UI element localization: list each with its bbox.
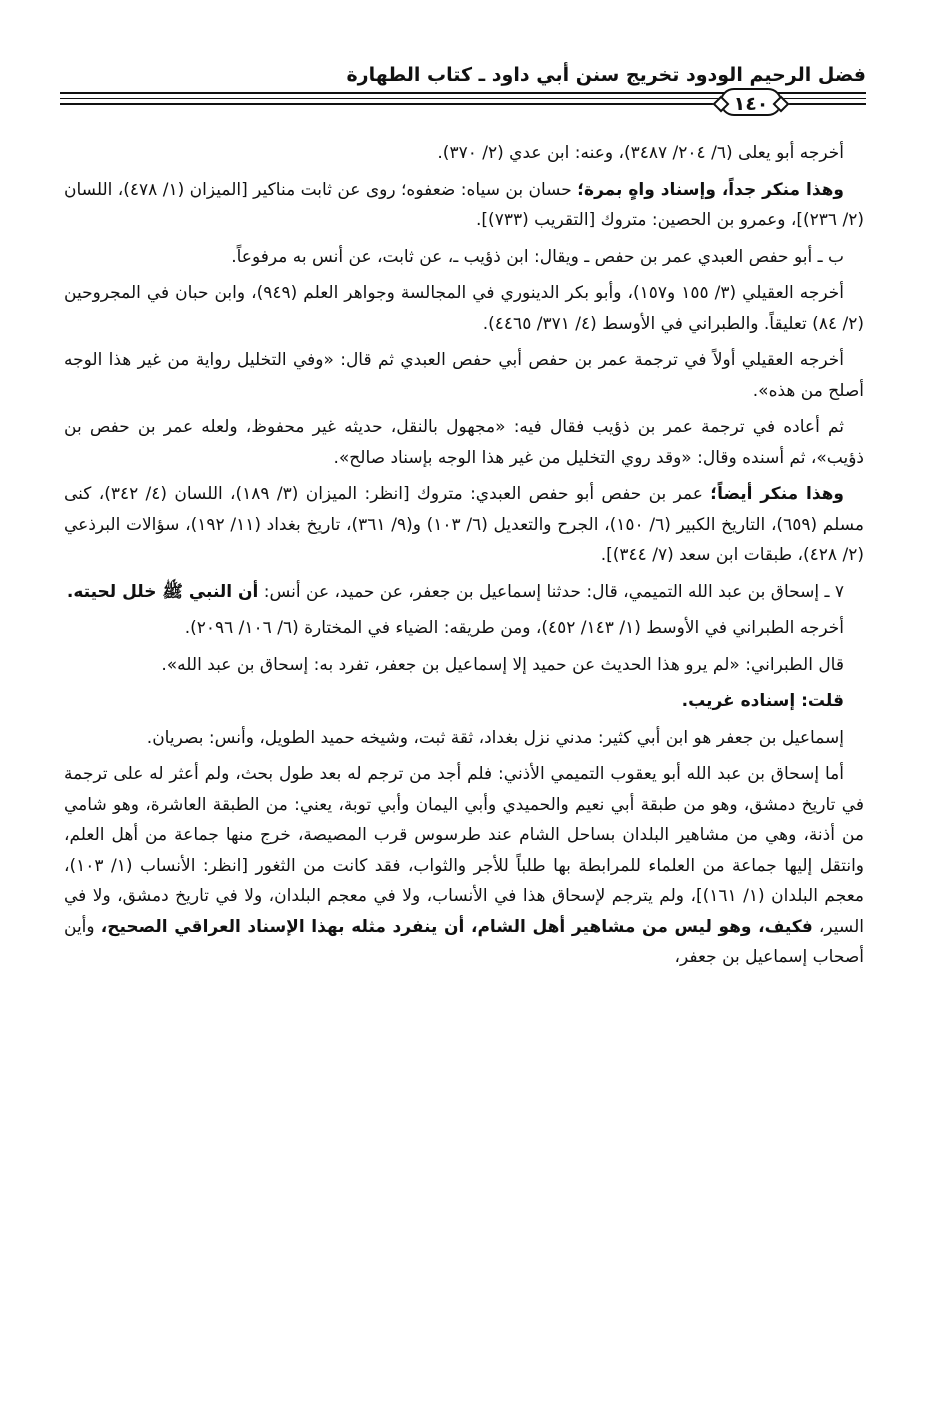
paragraph bbox=[64, 479, 864, 571]
bold-text: فكيف، وهو ليس من مشاهير أهل الشام، أن ينفرد مثله بهذا الإسناد العراقي الصحيح، bbox=[100, 916, 813, 937]
paragraph bbox=[64, 723, 864, 754]
paragraph bbox=[64, 613, 864, 644]
text-run: أخرجه أبو يعلى (٦/ ٢٠٤/ ٣٤٨٧)، وعنه: ابن عدي (٢/ ٣٧٠). bbox=[437, 143, 844, 163]
text-run: أخرجه العقيلي أولاً في ترجمة عمر بن حفص أبي حفص العبدي ثم قال: «وفي التخليل رواية من غير هذا الوجه أصلح من هذه». bbox=[64, 350, 864, 401]
text-run: إسماعيل بن جعفر هو ابن أبي كثير: مدني نزل بغداد، ثقة ثبت، وشيخه حميد الطويل، وأنس: بصريان. bbox=[146, 727, 844, 748]
text-run: ٧ ـ إسحاق بن عبد الله التميمي، قال: حدثنا إسماعيل بن جعفر، عن حميد، عن أنس: bbox=[258, 581, 844, 602]
text-run: أما إسحاق بن عبد الله أبو يعقوب التميمي الأذني: فلم أجد من ترجم له بعد طول بحث، ولم أعثر له على ترجمة في تاريخ دمشق، وهو من طبقة أبي نعيم والحميدي وأبي اليمان وأبي توبة، يعني: من الطبقة العاشرة، وهو شامي من أذنة، وهي من مشاهير البلدان بساحل الشام عند طرسوس قرب المصيصة، خرج منها جماعة من أهل العلم، وانتقل إليها جماعة من العلماء للمرابطة بها طلباً للأجر والثواب، فقد كانت من الثغور [انظر: الأنساب (١/ ١٠٣)، معجم البلدان (١/ ١٦١)]، ولم يترجم لإسحاق هذا في الأنساب، ولا في معجم البلدان، ولا في تاريخ دمشق، ولا في السير، bbox=[64, 764, 865, 937]
page-number: ١٤٠ bbox=[720, 88, 782, 116]
paragraph bbox=[64, 650, 864, 681]
page-body bbox=[64, 138, 864, 979]
bold-text: أن النبي ﷺ خلل لحيته. bbox=[66, 581, 259, 602]
text-run: حسان بن سياه: ضعفوه؛ روى عن ثابت مناكير [الميزان (١/ ٤٧٨)، اللسان (٢/ ٢٣٦)]، وعمرو بن الحصين: متروك [التقريب (٧٣٣)]. bbox=[64, 179, 864, 230]
paragraph bbox=[64, 577, 864, 608]
paragraph bbox=[64, 278, 864, 339]
text-run: أخرجه العقيلي (٣/ ١٥٥ و١٥٧)، وأبو بكر الدينوري في المجالسة وجواهر العلم (٩٤٩)، وابن حبان في المجروحين (٢/ ٨٤) تعليقاً. والطبراني في الأوسط (٤/ ٣٧١/ ٤٤٦٥). bbox=[64, 283, 864, 334]
running-title: فضل الرحيم الودود تخريج سنن أبي داود ـ كتاب الطهارة bbox=[346, 64, 866, 86]
text-run: أخرجه الطبراني في الأوسط (١/ ١٤٣/ ٤٥٢)، ومن طريقه: الضياء في المختارة (٦/ ١٠٦/ ٢٠٩٦). bbox=[184, 618, 844, 638]
paragraph bbox=[64, 412, 864, 473]
paragraph bbox=[64, 138, 864, 169]
text-run: وأين أصحاب إسماعيل بن جعفر، bbox=[64, 916, 864, 967]
page-header bbox=[60, 58, 866, 118]
paragraph bbox=[64, 242, 864, 273]
header-rule bbox=[782, 98, 866, 99]
text-run: ثم أعاده في ترجمة عمر بن ذؤيب فقال فيه: «مجهول بالنقل، حديثه غير محفوظ، ولعله عمر بن حفص بن ذؤيب»، ثم أسنده وقال: «وقد روي التخليل من غير هذا الوجه بإسناد صالح». bbox=[64, 417, 864, 468]
bold-text: وهذا منكر أيضاً؛ bbox=[710, 484, 844, 504]
paragraph bbox=[64, 345, 864, 406]
paragraph bbox=[64, 686, 864, 717]
header-rule bbox=[60, 103, 720, 105]
text-run: عمر بن حفص أبو حفص العبدي: متروك [انظر: الميزان (٣/ ١٨٩)، اللسان (٤/ ٣٤٢)، كنى مسلم (٦٥٩)، التاريخ الكبير (٦/ ١٥٠)، الجرح والتعديل (٦/ ١٠٣) و(٩/ ٣٦١)، تاريخ بغداد (١١/ ١٩٢)، سؤالات البرذعي (٢/ ٤٢٨)، طبقات ابن سعد (٧/ ٣٤٤)]. bbox=[64, 484, 864, 565]
text-run: قال الطبراني: «لم يرو هذا الحديث عن حميد إلا إسماعيل بن جعفر، تفرد به: إسحاق بن عبد الله». bbox=[161, 654, 844, 675]
header-rule bbox=[782, 103, 866, 105]
header-rule bbox=[60, 98, 720, 99]
text-run: ب ـ أبو حفص العبدي عمر بن حفص ـ ويقال: ابن ذؤيب ـ، عن ثابت، عن أنس به مرفوعاً. bbox=[231, 246, 844, 267]
paragraph bbox=[64, 759, 864, 973]
bold-text: قلت: إسناده غريب. bbox=[681, 691, 844, 711]
bold-text: وهذا منكر جداً، وإسناد واهٍ بمرة؛ bbox=[577, 179, 844, 200]
paragraph bbox=[64, 175, 864, 236]
